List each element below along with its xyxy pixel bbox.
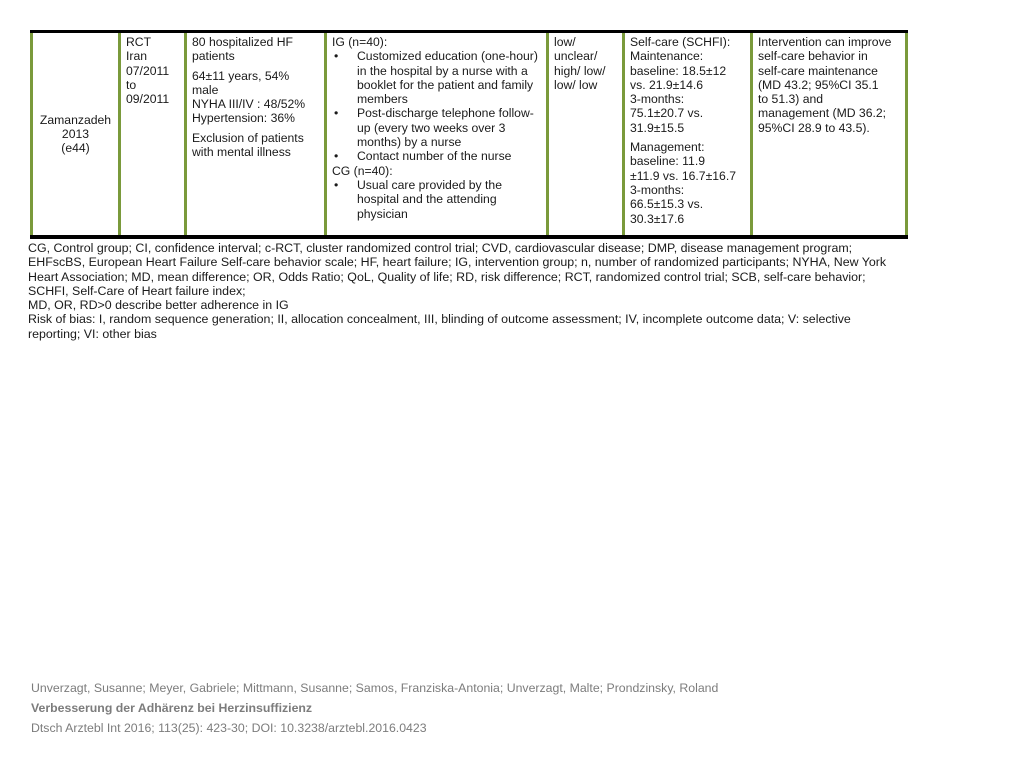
population-line: Hypertension: 36% [192, 111, 295, 126]
population-line: NYHA III/IV : 48/52% [192, 97, 306, 112]
conclusion-line: Intervention can improve [758, 35, 892, 49]
conclusion-line: self-care maintenance [758, 63, 878, 78]
population-line: male [192, 82, 219, 97]
bias-line: unclear/ [554, 49, 598, 64]
conclusion-line: 95%CI 28.9 to 43.5). [758, 120, 870, 135]
population-cell [184, 33, 324, 235]
study-ref: (e44) [61, 141, 90, 156]
ig-header: IG (n=40): [332, 35, 388, 49]
outcome-line: Maintenance: [630, 49, 704, 64]
outcome-line: vs. 21.9±14.6 [630, 77, 704, 92]
population-line: 80 hospitalized HF [192, 35, 293, 49]
study-author: Zamanzadeh [39, 112, 112, 127]
conclusion-line: management (MD 36.2; [758, 106, 887, 121]
design-line: 09/2011 [126, 92, 170, 107]
outcome-line: Management: [630, 140, 705, 155]
citation-block [31, 678, 931, 738]
bias-cell [546, 33, 622, 235]
citation-journal: Dtsch Arztebl Int 2016; 113(25): 423-30; DOI: 10.3238/arztebl.2016.0423 [31, 721, 427, 735]
design-line: RCT [126, 35, 152, 49]
design-line: 07/2011 [126, 63, 170, 78]
footnote-line: Risk of bias: I, random sequence generation; II, allocation concealment, III, blinding of outcome assessment; IV, incomplete outcome data; V: selective [28, 312, 851, 327]
outcome-line: 31.9±15.5 [630, 120, 685, 135]
design-line: to [126, 77, 137, 92]
outcome-line: baseline: 11.9 [630, 154, 705, 169]
conclusion-cell [750, 33, 908, 235]
outcome-line: baseline: 18.5±12 [630, 63, 727, 78]
ig-item: • Contact number of the nurse [332, 149, 541, 163]
outcome-line: ±11.9 vs. 16.7±16.7 [630, 168, 736, 183]
outcome-line: Self-care (SCHFI): [630, 35, 731, 49]
population-line: Exclusion of patients [192, 130, 304, 145]
footnote-line: SCHFI, Self-Care of Heart failure index; [28, 283, 246, 298]
ig-item: • Customized education (one-hour) in the hospital by a nurse with a booklet for the patient and family members [332, 49, 541, 106]
cg-item: • Usual care provided by the hospital and the attending physician [332, 178, 541, 221]
design-cell [118, 33, 184, 235]
table-footnotes [28, 241, 948, 341]
citation-authors: Unverzagt, Susanne; Meyer, Gabriele; Mittmann, Susanne; Samos, Franziska-Antonia; Unverzagt, Malte; Prondzinsky, Roland [31, 681, 719, 695]
conclusion-line: (MD 43.2; 95%CI 35.1 [758, 77, 879, 92]
bias-line: low/ low [554, 77, 598, 92]
footnote-line: CG, Control group; CI, confidence interval; c-RCT, cluster randomized control trial; CVD, cardiovascular disease; DMP, disease management program; [28, 241, 853, 255]
outcome-line: 30.3±17.6 [630, 211, 685, 226]
intervention-cell [324, 33, 546, 235]
citation-title: Verbesserung der Adhärenz bei Herzinsuffizienz [31, 701, 313, 715]
outcome-cell [622, 33, 750, 235]
study-year: 2013 [61, 126, 90, 141]
cg-list [332, 178, 541, 221]
ig-item: • Post-discharge telephone follow-up (every two weeks over 3 months) by a nurse [332, 106, 541, 149]
evidence-table [30, 30, 908, 239]
cg-header: CG (n=40): [332, 163, 393, 178]
population-line: patients [192, 49, 235, 64]
outcome-line: 66.5±15.3 vs. [630, 197, 704, 212]
outcome-line: 3-months: [630, 182, 685, 197]
footnote-line: Heart Association; MD, mean difference; OR, Odds Ratio; QoL, Quality of life; RD, risk difference; RCT, randomized control trial; SCB, self-care behavior; [28, 269, 866, 284]
conclusion-line: self-care behavior in [758, 49, 868, 64]
design-line: Iran [126, 49, 148, 64]
population-line: 64±11 years, 54% [192, 68, 290, 83]
footnote-line: MD, OR, RD>0 describe better adherence in IG [28, 298, 289, 313]
conclusion-line: to 51.3) and [758, 92, 824, 107]
footnote-line: reporting; VI: other bias [28, 326, 157, 341]
outcome-line: 3-months: [630, 92, 685, 107]
outcome-line: 75.1±20.7 vs. [630, 106, 704, 121]
bias-line: high/ low/ [554, 63, 606, 78]
population-line: with mental illness [192, 145, 291, 160]
footnote-line: EHFscBS, European Heart Failure Self-care behavior scale; HF, heart failure; IG, intervention group; n, number of randomized participants; NYHA, New York [28, 255, 887, 270]
bias-line: low/ [554, 35, 576, 49]
study-cell [30, 33, 118, 235]
ig-list [332, 49, 541, 163]
